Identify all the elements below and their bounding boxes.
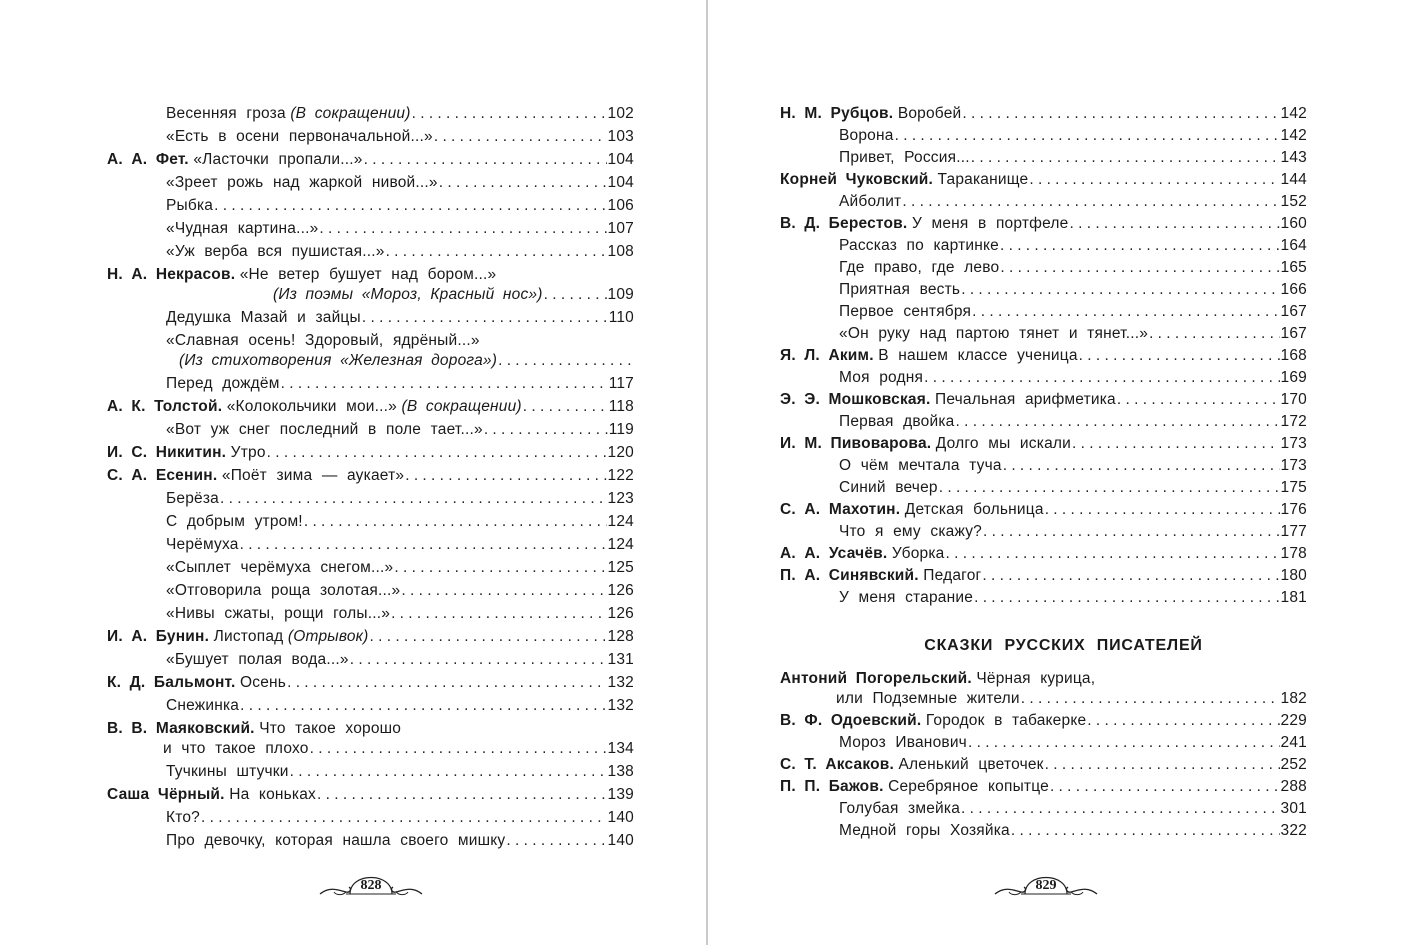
entry-subtitle: (Из стихотворения «Железная дорога») <box>179 352 498 369</box>
leader-dots <box>1021 689 1280 709</box>
entry-page: 120 <box>607 444 634 461</box>
toc-entry <box>107 558 634 578</box>
leader-dots <box>362 308 608 328</box>
left-page <box>0 0 706 945</box>
entry-page: 106 <box>607 197 634 214</box>
toc-entry <box>107 127 634 147</box>
entry-author: И. М. Пивоварова. <box>780 435 932 452</box>
toc-entry <box>780 104 1307 124</box>
entry-title: «Отговорила роща золотая...» <box>166 582 401 599</box>
entry-title: «Вот уж снег последний в поле тает...» <box>166 421 483 438</box>
entry-author: С. Т. Аксаков. <box>780 756 894 773</box>
entry-title: Голубая змейка <box>839 800 961 817</box>
entry-title: Чёрная курица, <box>976 670 1096 687</box>
entry-title: Айболит <box>839 193 902 210</box>
entry-title: Городок в табакерке <box>925 712 1087 729</box>
leader-dots <box>945 544 1279 564</box>
entry-title: «Чудная картина...» <box>166 220 319 237</box>
leader-dots <box>1149 324 1279 344</box>
toc-entry <box>107 673 634 693</box>
entry-title: Печальная арифметика <box>935 391 1116 408</box>
toc-entry <box>780 733 1307 753</box>
entry-page: 173 <box>1280 457 1307 474</box>
entry-page: 168 <box>1280 347 1307 364</box>
entry-title: Весенняя гроза <box>166 105 286 122</box>
entry-page: 128 <box>607 628 634 645</box>
right-page <box>708 0 1419 945</box>
entry-title: Про девочку, которая нашла своего мишку <box>166 832 506 849</box>
leader-dots <box>394 558 606 578</box>
toc-entry <box>780 148 1307 168</box>
entry-note: (В сокращении) <box>401 398 522 415</box>
entry-page: 107 <box>607 220 634 237</box>
entry-page: 142 <box>1280 105 1307 122</box>
entry-title: Рассказ по картинке <box>839 237 999 254</box>
entry-title: Синий вечер <box>839 479 938 496</box>
entry-page: 177 <box>1280 523 1307 540</box>
entry-title: Долго мы искали <box>935 435 1071 452</box>
leader-dots <box>290 762 607 782</box>
entry-title: Приятная весть <box>839 281 961 298</box>
toc-entry <box>780 324 1307 344</box>
entry-page: 301 <box>1280 800 1307 817</box>
page-number: 829 <box>1035 878 1057 893</box>
toc-entry <box>780 126 1307 146</box>
entry-title: «Есть в осени первоначальной...» <box>166 128 433 145</box>
leader-dots <box>1003 456 1280 476</box>
entry-title: Берёза <box>166 490 219 507</box>
leader-dots <box>412 104 607 124</box>
entry-title: «Славная осень! Здоровый, ядрёный...» <box>166 332 480 349</box>
entry-page: 152 <box>1280 193 1307 210</box>
leader-dots <box>267 443 607 463</box>
entry-title: Снежинка <box>166 697 240 714</box>
entry-page: 132 <box>607 674 634 691</box>
toc-entry <box>780 500 1307 520</box>
leader-dots <box>982 566 1279 586</box>
entry-author: Саша Чёрный. <box>107 786 225 803</box>
leader-dots <box>391 604 606 624</box>
leader-dots <box>1069 214 1279 234</box>
entry-subtitle: и что такое плохо <box>163 740 309 757</box>
entry-page: 180 <box>1280 567 1307 584</box>
entry-page: 252 <box>1280 756 1307 773</box>
toc-entry <box>780 544 1307 564</box>
entry-title: Педагог <box>923 567 982 584</box>
toc-entry <box>107 196 634 216</box>
entry-title: В нашем классе ученица <box>878 347 1078 364</box>
leader-dots <box>971 148 1280 168</box>
entry-author: Я. Л. Аким. <box>780 347 874 364</box>
entry-author: А. А. Фет. <box>107 151 189 168</box>
leader-dots <box>972 302 1279 322</box>
entry-title: Что такое хорошо <box>259 720 402 737</box>
entry-author: С. А. Есенин. <box>107 467 218 484</box>
toc-entry <box>780 192 1307 212</box>
entry-page: 103 <box>607 128 634 145</box>
entry-author: В. Ф. Одоевский. <box>780 712 922 729</box>
toc-entry <box>107 604 634 624</box>
entry-title: С добрым утром! <box>166 513 303 530</box>
toc-entry <box>780 390 1307 410</box>
leader-dots <box>220 489 607 509</box>
entry-title: Ворона <box>839 127 894 144</box>
entry-title: Листопад <box>213 628 284 645</box>
entry-subtitle: (Из поэмы «Мороз, Красный нос») <box>273 286 543 303</box>
leader-dots <box>939 478 1280 498</box>
entry-title: «Колокольчики мои...» <box>226 398 397 415</box>
entry-page: 142 <box>1280 127 1307 144</box>
leader-dots <box>924 368 1279 388</box>
leader-dots <box>201 808 607 828</box>
toc-entry <box>107 173 634 193</box>
toc-entry <box>780 456 1307 476</box>
entry-page: 173 <box>1280 435 1307 452</box>
leader-dots <box>287 673 606 693</box>
leader-dots <box>1000 236 1280 256</box>
entry-page: 140 <box>607 809 634 826</box>
entry-page: 124 <box>607 513 634 530</box>
entry-note: (В сокращении) <box>290 105 411 122</box>
toc-entry <box>107 696 634 716</box>
entry-author: Корней Чуковский. <box>780 171 934 188</box>
leader-dots <box>961 799 1280 819</box>
toc-entry <box>780 280 1307 300</box>
entry-note: (Отрывок) <box>287 628 369 645</box>
toc-entry <box>780 236 1307 256</box>
entry-author: Антоний Погорельский. <box>780 670 972 687</box>
entry-title: Черёмуха <box>166 536 239 553</box>
entry-title: Перед дождём <box>166 375 280 392</box>
leader-dots <box>240 696 606 716</box>
leader-dots <box>317 785 607 805</box>
leader-dots <box>1079 346 1280 366</box>
entry-page: 131 <box>607 651 634 668</box>
entry-page: 176 <box>1280 501 1307 518</box>
entry-title: Уборка <box>891 545 945 562</box>
entry-page: 167 <box>1280 303 1307 320</box>
entry-author: П. П. Бажов. <box>780 778 884 795</box>
entry-page: 166 <box>1280 281 1307 298</box>
leader-dots <box>1011 821 1280 841</box>
entry-title: Первое сентября <box>839 303 972 320</box>
leader-dots <box>240 535 607 555</box>
leader-dots <box>1000 258 1279 278</box>
leader-dots <box>319 219 606 239</box>
entry-subtitle: или Подземные жители <box>836 690 1020 707</box>
toc-entry <box>780 258 1307 278</box>
entry-page: 123 <box>607 490 634 507</box>
entry-page: 143 <box>1280 149 1307 166</box>
entry-page: 139 <box>607 786 634 803</box>
leader-dots <box>350 650 607 670</box>
entry-title: Воробей <box>897 105 962 122</box>
toc-entry <box>780 588 1307 608</box>
entry-author: А. А. Усачёв. <box>780 545 888 562</box>
entry-page: 169 <box>1280 369 1307 386</box>
toc-entry <box>107 650 634 670</box>
toc-entry <box>107 831 634 851</box>
entry-title: Детская больница <box>904 501 1044 518</box>
entry-title: Мороз Иванович <box>839 734 967 751</box>
entry-page: 178 <box>1280 545 1307 562</box>
left-table-of-contents <box>107 104 634 851</box>
leader-dots <box>968 733 1280 753</box>
entry-page: 241 <box>1280 734 1307 751</box>
toc-entry <box>107 420 634 440</box>
entry-page: 117 <box>608 375 634 392</box>
entry-page: 110 <box>608 309 634 326</box>
entry-title: Что я ему скажу? <box>839 523 982 540</box>
leader-dots <box>405 466 606 486</box>
toc-entry <box>780 522 1307 542</box>
toc-entry <box>107 719 634 739</box>
toc-entry <box>107 627 634 647</box>
entry-author: В. Д. Берестов. <box>780 215 908 232</box>
entry-title: «Уж верба вся пушистая...» <box>166 243 385 260</box>
toc-entry <box>780 302 1307 322</box>
leader-dots <box>974 588 1279 608</box>
toc-entry <box>780 478 1307 498</box>
entry-title: Осень <box>240 674 287 691</box>
leader-dots <box>1072 434 1280 454</box>
fairy-tales-contents <box>780 669 1307 841</box>
entry-title: Где право, где лево <box>839 259 1000 276</box>
entry-title: Тучкины штучки <box>166 763 289 780</box>
right-table-of-contents <box>780 104 1307 608</box>
entry-page: 140 <box>607 832 634 849</box>
entry-title: «Он руку над партою тянет и тянет...» <box>839 325 1149 342</box>
entry-page: 229 <box>1280 712 1307 729</box>
entry-page: 165 <box>1280 259 1307 276</box>
leader-dots <box>1045 500 1280 520</box>
toc-entry <box>107 150 634 170</box>
entry-title: «Бушует полая вода...» <box>166 651 349 668</box>
entry-title: «Нивы сжаты, рощи голы...» <box>166 605 391 622</box>
toc-entry <box>780 755 1307 775</box>
entry-title: «Сыплет черёмуха снегом...» <box>166 559 394 576</box>
entry-title: Дедушка Мазай и зайцы <box>166 309 361 326</box>
left-page-number-ornament <box>316 868 426 902</box>
toc-entry <box>107 466 634 486</box>
toc-entry <box>780 368 1307 388</box>
entry-author: Э. Э. Мошковская. <box>780 391 931 408</box>
toc-entry <box>780 170 1307 190</box>
toc-entry-continuation <box>780 689 1307 709</box>
leader-dots <box>1045 755 1280 775</box>
toc-entry <box>107 443 634 463</box>
toc-entry <box>107 397 634 417</box>
entry-page: 124 <box>607 536 634 553</box>
entry-page: 160 <box>1280 215 1307 232</box>
toc-entry-continuation <box>107 739 634 759</box>
leader-dots <box>962 104 1279 124</box>
entry-page: 164 <box>1280 237 1307 254</box>
toc-entry <box>107 808 634 828</box>
entry-page: 134 <box>607 740 634 757</box>
entry-title: Моя родня <box>839 369 924 386</box>
entry-page: 125 <box>607 559 634 576</box>
toc-entry <box>107 374 634 394</box>
toc-entry <box>780 799 1307 819</box>
entry-title: «Зреет рожь над жаркой нивой...» <box>166 174 438 191</box>
entry-title: «Ласточки пропали...» <box>193 151 363 168</box>
toc-entry <box>780 434 1307 454</box>
toc-entry <box>780 566 1307 586</box>
page-number: 828 <box>360 878 382 893</box>
entry-page: 126 <box>607 605 634 622</box>
entry-page: 104 <box>607 174 634 191</box>
entry-page: 122 <box>607 467 634 484</box>
entry-title: Привет, Россия... <box>839 149 970 166</box>
toc-entry <box>780 821 1307 841</box>
leader-dots <box>1117 390 1280 410</box>
entry-title: «Поёт зима — аукает» <box>221 467 405 484</box>
entry-title: Утро <box>230 444 266 461</box>
entry-page: 170 <box>1280 391 1307 408</box>
entry-title: У меня в портфеле <box>911 215 1069 232</box>
entry-title: О чём мечтала туча <box>839 457 1002 474</box>
entry-author: В. В. Маяковский. <box>107 720 255 737</box>
toc-entry <box>107 242 634 262</box>
leader-dots <box>1087 711 1279 731</box>
entry-page: 132 <box>607 697 634 714</box>
entry-author: С. А. Махотин. <box>780 501 901 518</box>
leader-dots <box>281 374 608 394</box>
entry-page: 138 <box>607 763 634 780</box>
leader-dots <box>902 192 1279 212</box>
entry-page: 172 <box>1280 413 1307 430</box>
leader-dots <box>1029 170 1279 190</box>
leader-dots <box>310 739 607 759</box>
entry-page: 126 <box>607 582 634 599</box>
toc-entry <box>780 669 1307 689</box>
toc-entry <box>107 104 634 124</box>
toc-entry <box>780 214 1307 234</box>
entry-title: Серебряное копытце <box>888 778 1049 795</box>
toc-entry <box>107 331 634 351</box>
entry-author: П. А. Синявский. <box>780 567 919 584</box>
entry-page: 108 <box>607 243 634 260</box>
toc-entry <box>107 489 634 509</box>
entry-title: На коньках <box>229 786 317 803</box>
entry-page: 144 <box>1280 171 1307 188</box>
entry-author: А. К. Толстой. <box>107 398 223 415</box>
entry-page: 119 <box>608 421 634 438</box>
entry-page: 102 <box>607 105 634 122</box>
leader-dots <box>544 285 607 305</box>
entry-title: Тараканище <box>937 171 1029 188</box>
toc-entry <box>107 785 634 805</box>
entry-page: 104 <box>607 151 634 168</box>
toc-entry <box>107 219 634 239</box>
section-heading: СКАЗКИ РУССКИХ ПИСАТЕЛЕЙ <box>924 637 1203 654</box>
toc-entry-continuation <box>107 351 634 371</box>
entry-author: И. С. Никитин. <box>107 444 227 461</box>
entry-title: Первая двойка <box>839 413 955 430</box>
leader-dots <box>214 196 606 216</box>
leader-dots <box>956 412 1280 432</box>
toc-entry <box>780 777 1307 797</box>
leader-dots <box>506 831 606 851</box>
entry-page: 182 <box>1280 690 1307 707</box>
toc-entry <box>107 265 634 285</box>
leader-dots <box>370 627 607 647</box>
right-page-number-ornament <box>991 868 1101 902</box>
entry-title: У меня старание <box>839 589 974 606</box>
leader-dots <box>498 351 633 371</box>
entry-title: Рыбка <box>166 197 214 214</box>
toc-entry <box>780 346 1307 366</box>
entry-title: Медной горы Хозяйка <box>839 822 1010 839</box>
toc-entry <box>107 535 634 555</box>
entry-author: И. А. Бунин. <box>107 628 210 645</box>
leader-dots <box>961 280 1279 300</box>
entry-title: Аленький цветочек <box>898 756 1044 773</box>
entry-page: 118 <box>608 398 634 415</box>
entry-title: Кто? <box>166 809 200 826</box>
leader-dots <box>364 150 607 170</box>
entry-author: Н. А. Некрасов. <box>107 266 236 283</box>
leader-dots <box>401 581 606 601</box>
toc-entry <box>107 512 634 532</box>
entry-page: 175 <box>1280 479 1307 496</box>
leader-dots <box>895 126 1280 146</box>
entry-author: Н. М. Рубцов. <box>780 105 894 122</box>
entry-author: К. Д. Бальмонт. <box>107 674 236 691</box>
toc-entry <box>107 308 634 328</box>
leader-dots <box>983 522 1280 542</box>
entry-title: «Не ветер бушует над бором...» <box>239 266 497 283</box>
entry-page: 109 <box>607 286 634 303</box>
leader-dots <box>1050 777 1280 797</box>
entry-page: 167 <box>1280 325 1307 342</box>
toc-entry-continuation <box>107 285 634 305</box>
leader-dots <box>484 420 608 440</box>
toc-entry <box>107 581 634 601</box>
leader-dots <box>386 242 607 262</box>
toc-entry <box>107 762 634 782</box>
leader-dots <box>304 512 607 532</box>
leader-dots <box>434 127 607 147</box>
leader-dots <box>439 173 607 193</box>
entry-page: 288 <box>1280 778 1307 795</box>
entry-page: 322 <box>1280 822 1307 839</box>
toc-entry <box>780 412 1307 432</box>
toc-entry <box>780 711 1307 731</box>
entry-page: 181 <box>1280 589 1307 606</box>
leader-dots <box>523 397 608 417</box>
